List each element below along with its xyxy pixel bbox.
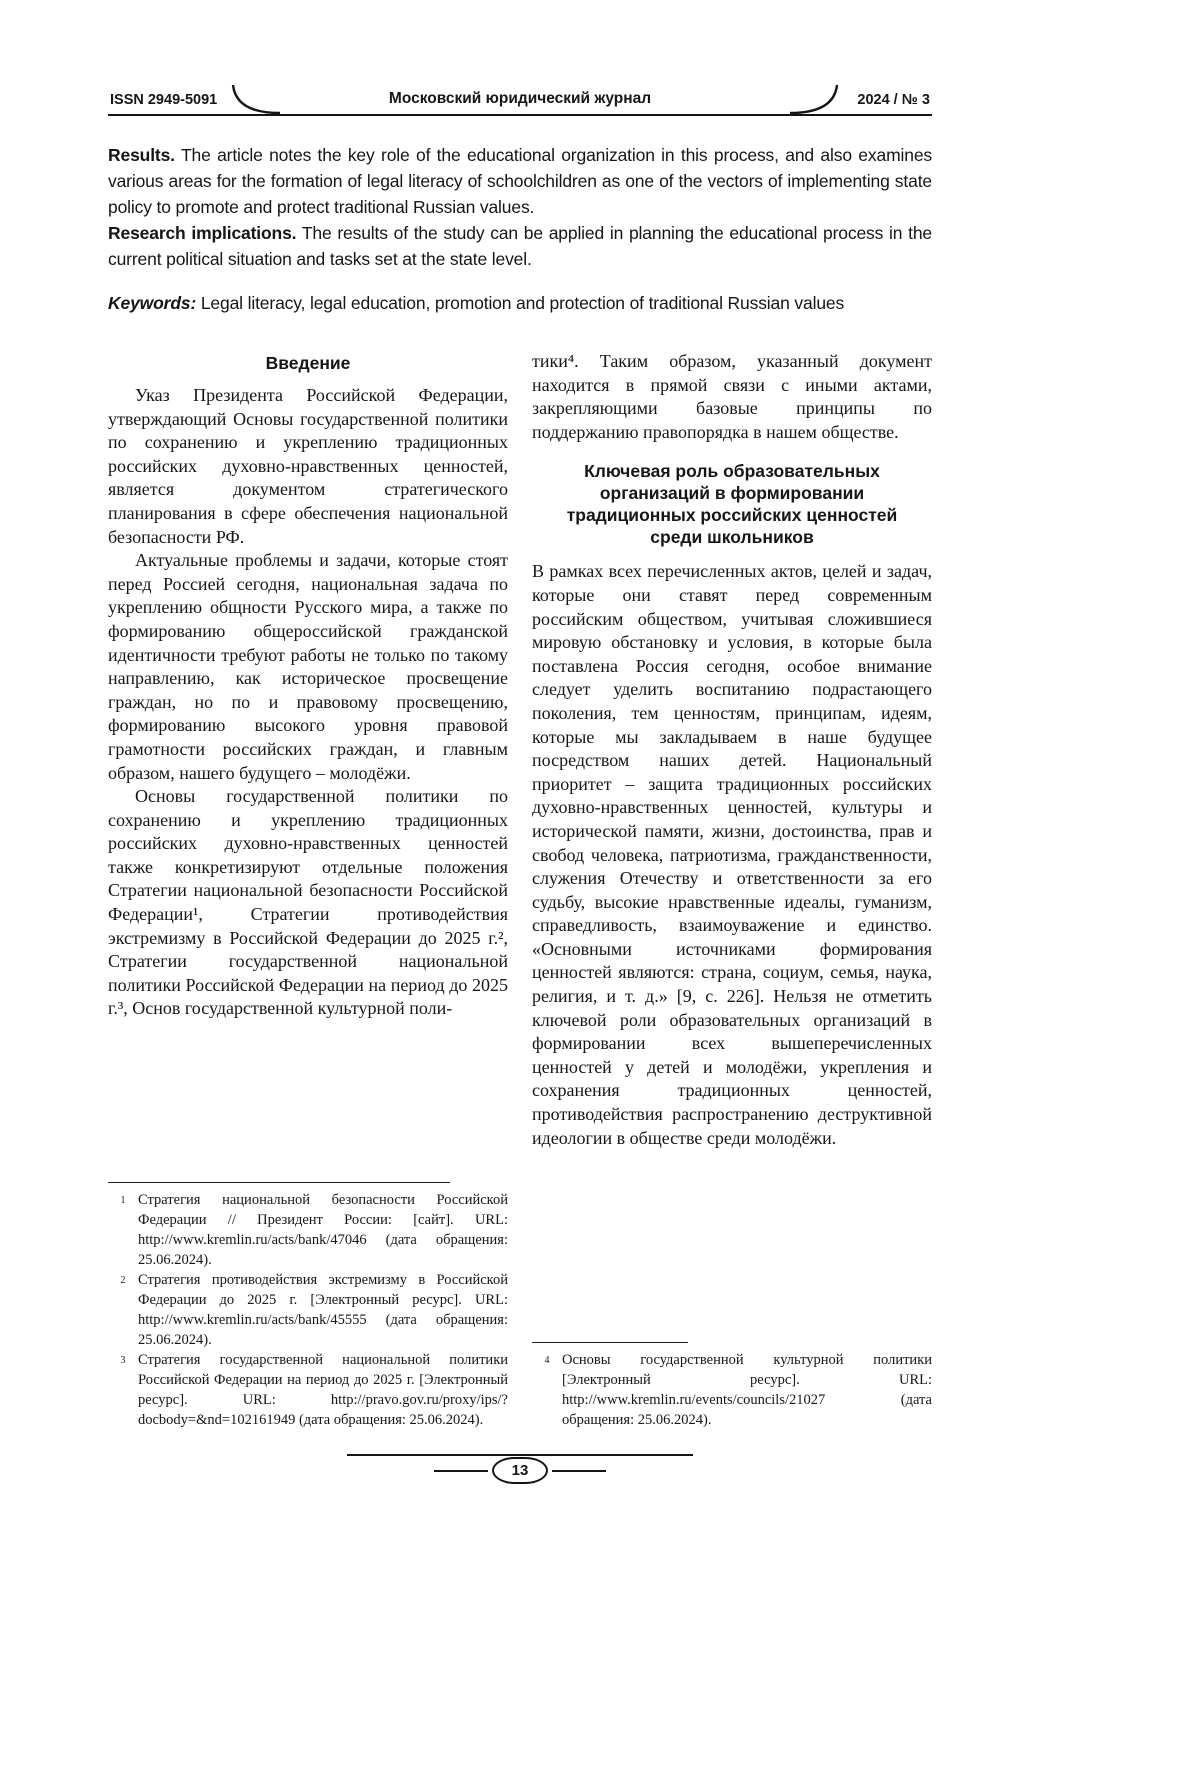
journal-title: Московский юридический журнал (388, 90, 652, 107)
footnotes-right (532, 1332, 932, 1430)
issue-label: 2024 / № 3 (857, 92, 930, 108)
footnote-3 (108, 1350, 508, 1430)
lead-paragraph: тики⁴. Таким образом, указанный документ находится в прямой связи с иными актами, закрепляющими базовые принципы по поддержанию правопорядка в нашем обществе. (532, 351, 932, 442)
keywords-text: Legal literacy, legal education, promotion and protection of traditional Russian values (196, 293, 845, 313)
footnote-4 (532, 1350, 932, 1430)
footer-rule (347, 1454, 693, 1456)
keywords-label: Keywords: (108, 293, 197, 313)
article-columns (108, 350, 932, 1430)
footnote-4-number: 4 (544, 1355, 550, 1366)
page-number-right-line (552, 1470, 606, 1472)
header-right-curve (790, 85, 840, 116)
right-column (532, 350, 932, 1430)
keywords-line (108, 290, 932, 316)
footnote-1 (108, 1190, 508, 1270)
introduction-paragraph-2: Актуальные проблемы и задачи, которые стоят перед Россией сегодня, национальная задача по укреплению общности Русского мира, а также по формированию общероссийской гражданской идентичности требуют работы не только по такому направлению, как историческое просвещение граждан, но по и правовому просвещению, формированию высокого уровня правовой грамотности российских граждан, и главным образом, нашего будущего – молодёжи. (108, 550, 508, 783)
implications-label: Research implications. (108, 223, 297, 243)
footnote-2-text: Стратегия противодействия экстремизму в Российской Федерации до 2025 г. [Электронный ресурс]. URL: http://www.kremlin.ru/acts/bank/45555 (дата обращения: 25.06.2024). (138, 1272, 508, 1348)
page-content (108, 0, 932, 1484)
introduction-paragraph-1: Указ Президента Российской Федерации, утверждающий Основы государственной политики по сохранению и укреплению традиционных российских духовно-нравственных ценностей, является документом стратегического планирования в сфере обеспечения национальной безопасности РФ. (108, 385, 508, 547)
footnote-1-number: 1 (120, 1195, 126, 1206)
footnote-1-text: Стратегия национальной безопасности Российской Федерации // Президент России: [сайт]. URL: http://www.kremlin.ru/acts/bank/47046 (дата обращения: 25.06.2024). (138, 1192, 508, 1268)
journal-header (108, 84, 932, 116)
header-left-curve (230, 85, 280, 116)
footnote-separator-left (108, 1182, 450, 1183)
page-number: 13 (492, 1457, 548, 1484)
results-label: Results. (108, 145, 175, 165)
issn-label: ISSN 2949-5091 (110, 92, 218, 108)
page-footer (347, 1454, 693, 1484)
footnote-3-number: 3 (120, 1355, 126, 1366)
introduction-paragraph-3: Основы государственной политики по сохранению и укреплению традиционных российских духовно-нравственных ценностей также конкретизируют отдельные положения Стратегии национальной безопасности Российской Федерации¹, Стратегии противодействия экстремизму в Российской Федерации до 2025 г.², Стратегии государственной национальной политики Российской Федерации на период до 2025 г.³, Основ государственной культурной поли- (108, 786, 508, 1019)
results-paragraph (108, 142, 932, 220)
results-text: The article notes the key role of the educational organization in this process, and also examines various areas for the formation of legal literacy of schoolchildren as one of the vectors of implementing state policy to promote and protect traditional Russian values. (108, 145, 932, 217)
left-column (108, 350, 508, 1430)
footnote-2 (108, 1270, 508, 1350)
abstract-section (108, 142, 932, 316)
footnote-separator-right (532, 1342, 688, 1343)
section-paragraph: В рамках всех перечисленных актов, целей и задач, которые они ставят перед современным российским обществом, учитывая сложившиеся мировую обстановку и условия, в которые была поставлена Россия сегодня, особое внимание следует уделить воспитанию подрастающего поколения, тем ценностям, принципам, идеям, которые мы закладываем в наше будущее посредством наших детей. Национальный приоритет – защита традиционных российских духовно-нравственных ценностей, культуры и исторической памяти, жизни, достоинства, прав и свобод человека, патриотизма, гражданственности, служения Отечеству и ответственности за его судьбу, высокие нравственные идеалы, гуманизм, справедливость, взаимоуважение и единство. «Основными источниками формирования ценностей являются: страна, социум, семья, наука, религия, и т. д.» [9, с. 226]. Нельзя не отметить ключевой роли образовательных организаций в формировании всех вышеперечисленных ценностей у детей и молодёжи, укрепления и сохранения традиционных ценностей, противодействия распространению деструктивной идеологии в обществе среди молодёжи. (532, 561, 932, 1148)
page-number-left-line (434, 1470, 488, 1472)
footnotes-left (108, 1172, 508, 1430)
footnote-2-number: 2 (120, 1275, 126, 1286)
implications-text: The results of the study can be applied in planning the educational process in the current political situation and tasks set at the state level. (108, 223, 932, 269)
footnote-3-text: Стратегия государственной национальной политики Российской Федерации на период до 2025 г. [Электронный ресурс]. URL: http://pravo.gov.ru/proxy/ips/?docbody=&nd=102161949 (дата обращения: 25.06.2024). (138, 1352, 508, 1428)
implications-paragraph (108, 220, 932, 272)
section-heading: Ключевая роль образовательных организаций в формировании традиционных российских ценностей среди школьников (566, 461, 898, 548)
introduction-heading: Введение (265, 353, 351, 373)
page-number-row (347, 1457, 693, 1484)
footnote-4-text: Основы государственной культурной политики [Электронный ресурс]. URL: http://www.kremlin.ru/events/councils/21027 (дата обращения: 25.06.2024). (562, 1352, 932, 1428)
